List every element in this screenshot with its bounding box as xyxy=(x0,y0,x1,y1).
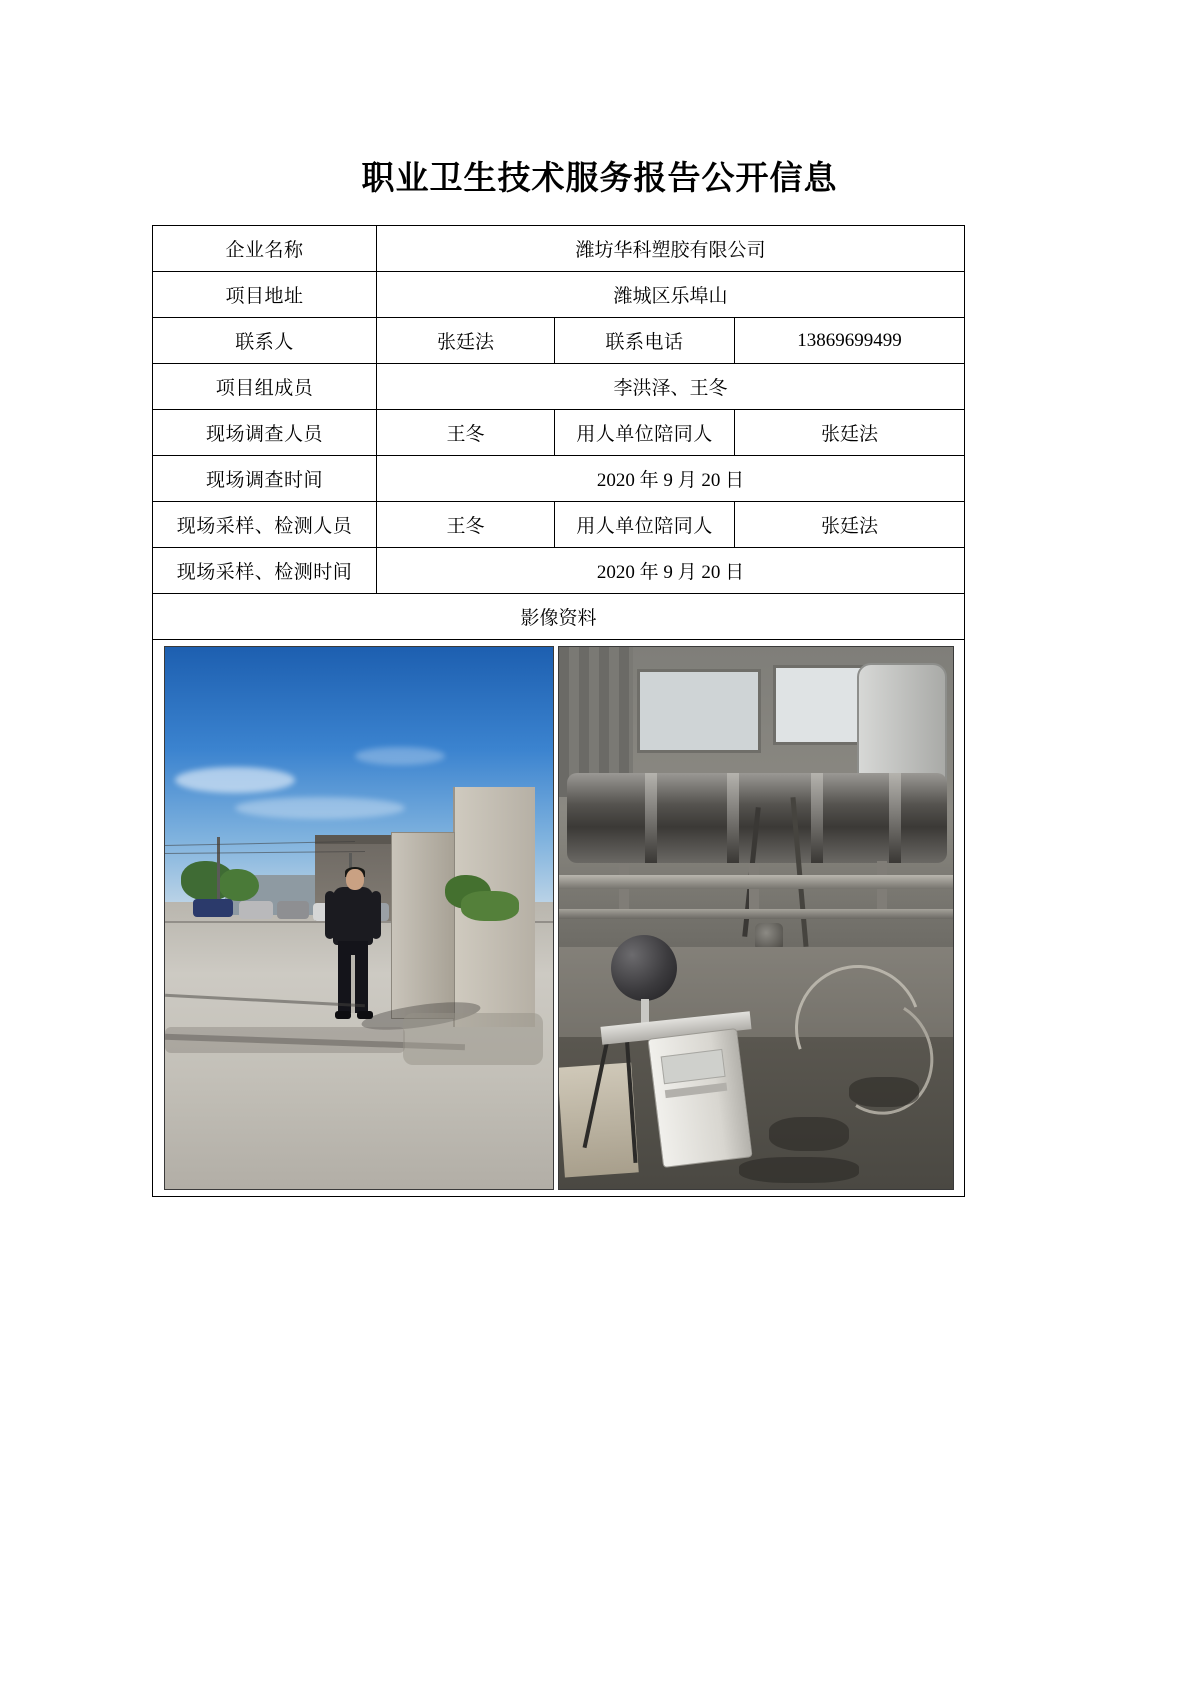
table-row xyxy=(153,272,965,318)
row-label-contact: 联系人 xyxy=(153,318,377,364)
utility-pole xyxy=(217,837,220,903)
row-value-survey-staff: 王冬 xyxy=(377,410,555,456)
page-title: 职业卫生技术服务报告公开信息 xyxy=(361,159,838,196)
instrument-display xyxy=(660,1049,725,1084)
row-value-survey-date: 2020 年 9 月 20 日 xyxy=(377,456,965,502)
tree-shape xyxy=(219,869,259,901)
media-section-header: 影像资料 xyxy=(153,594,965,640)
person-shoe xyxy=(335,1011,351,1019)
media-cell xyxy=(153,640,965,1197)
pipe-band xyxy=(811,773,823,863)
row-value-phone: 13869699499 xyxy=(735,318,965,364)
row-value-team: 李洪泽、王冬 xyxy=(377,364,965,410)
table-row xyxy=(153,318,965,364)
row-value-sampling-date: 2020 年 9 月 20 日 xyxy=(377,548,965,594)
floor-debris xyxy=(849,1077,919,1107)
row-value-sampling-escort: 张廷法 xyxy=(735,502,965,548)
row-label-survey-staff: 现场调查人员 xyxy=(153,410,377,456)
table-row xyxy=(153,364,965,410)
table-row xyxy=(153,410,965,456)
metal-rail xyxy=(559,909,954,919)
row-value-survey-escort: 张廷法 xyxy=(735,410,965,456)
row-value-company: 潍坊华科塑胶有限公司 xyxy=(377,226,965,272)
row-label-phone: 联系电话 xyxy=(555,318,735,364)
table-row xyxy=(153,502,965,548)
pipe-band xyxy=(889,773,901,863)
sampling-equipment-photo xyxy=(558,646,954,1190)
black-globe-sensor xyxy=(611,935,677,1001)
pipe-band xyxy=(727,773,739,863)
cloud-shape xyxy=(355,747,445,765)
parked-car xyxy=(239,901,273,919)
row-label-address: 项目地址 xyxy=(153,272,377,318)
table-row xyxy=(153,548,965,594)
gravel-area xyxy=(403,1013,543,1065)
floor-debris xyxy=(739,1157,859,1183)
row-label-survey-date: 现场调查时间 xyxy=(153,456,377,502)
floor-debris xyxy=(769,1117,849,1151)
workshop-window xyxy=(637,669,761,753)
row-label-sampling-escort: 用人单位陪同人 xyxy=(555,502,735,548)
table-row xyxy=(153,456,965,502)
metal-rail xyxy=(559,875,954,889)
row-label-sampling-date: 现场采样、检测时间 xyxy=(153,548,377,594)
row-label-sampling-staff: 现场采样、检测人员 xyxy=(153,502,377,548)
media-photo-group xyxy=(153,640,964,1196)
person-head xyxy=(346,869,364,890)
row-value-contact: 张廷法 xyxy=(377,318,555,364)
instrument-label xyxy=(664,1083,727,1098)
cloud-shape xyxy=(175,767,295,793)
person-torso xyxy=(333,887,373,945)
row-value-address: 潍城区乐埠山 xyxy=(377,272,965,318)
pipe-band xyxy=(645,773,657,863)
report-info-table xyxy=(152,225,965,1197)
row-label-survey-escort: 用人单位陪同人 xyxy=(555,410,735,456)
site-survey-photo xyxy=(164,646,554,1190)
row-label-team: 项目组成员 xyxy=(153,364,377,410)
table-row-media xyxy=(153,640,965,1197)
cloud-shape xyxy=(235,797,405,819)
measuring-instrument xyxy=(647,1028,752,1168)
parked-car xyxy=(277,901,309,919)
person-shoe xyxy=(357,1011,373,1019)
bush-shape xyxy=(461,891,519,921)
row-label-company: 企业名称 xyxy=(153,226,377,272)
parked-car xyxy=(193,899,233,917)
row-value-sampling-staff: 王冬 xyxy=(377,502,555,548)
table-row xyxy=(153,594,965,640)
table-row xyxy=(153,226,965,272)
metal-gate xyxy=(391,832,455,1019)
storage-tank xyxy=(857,663,947,787)
